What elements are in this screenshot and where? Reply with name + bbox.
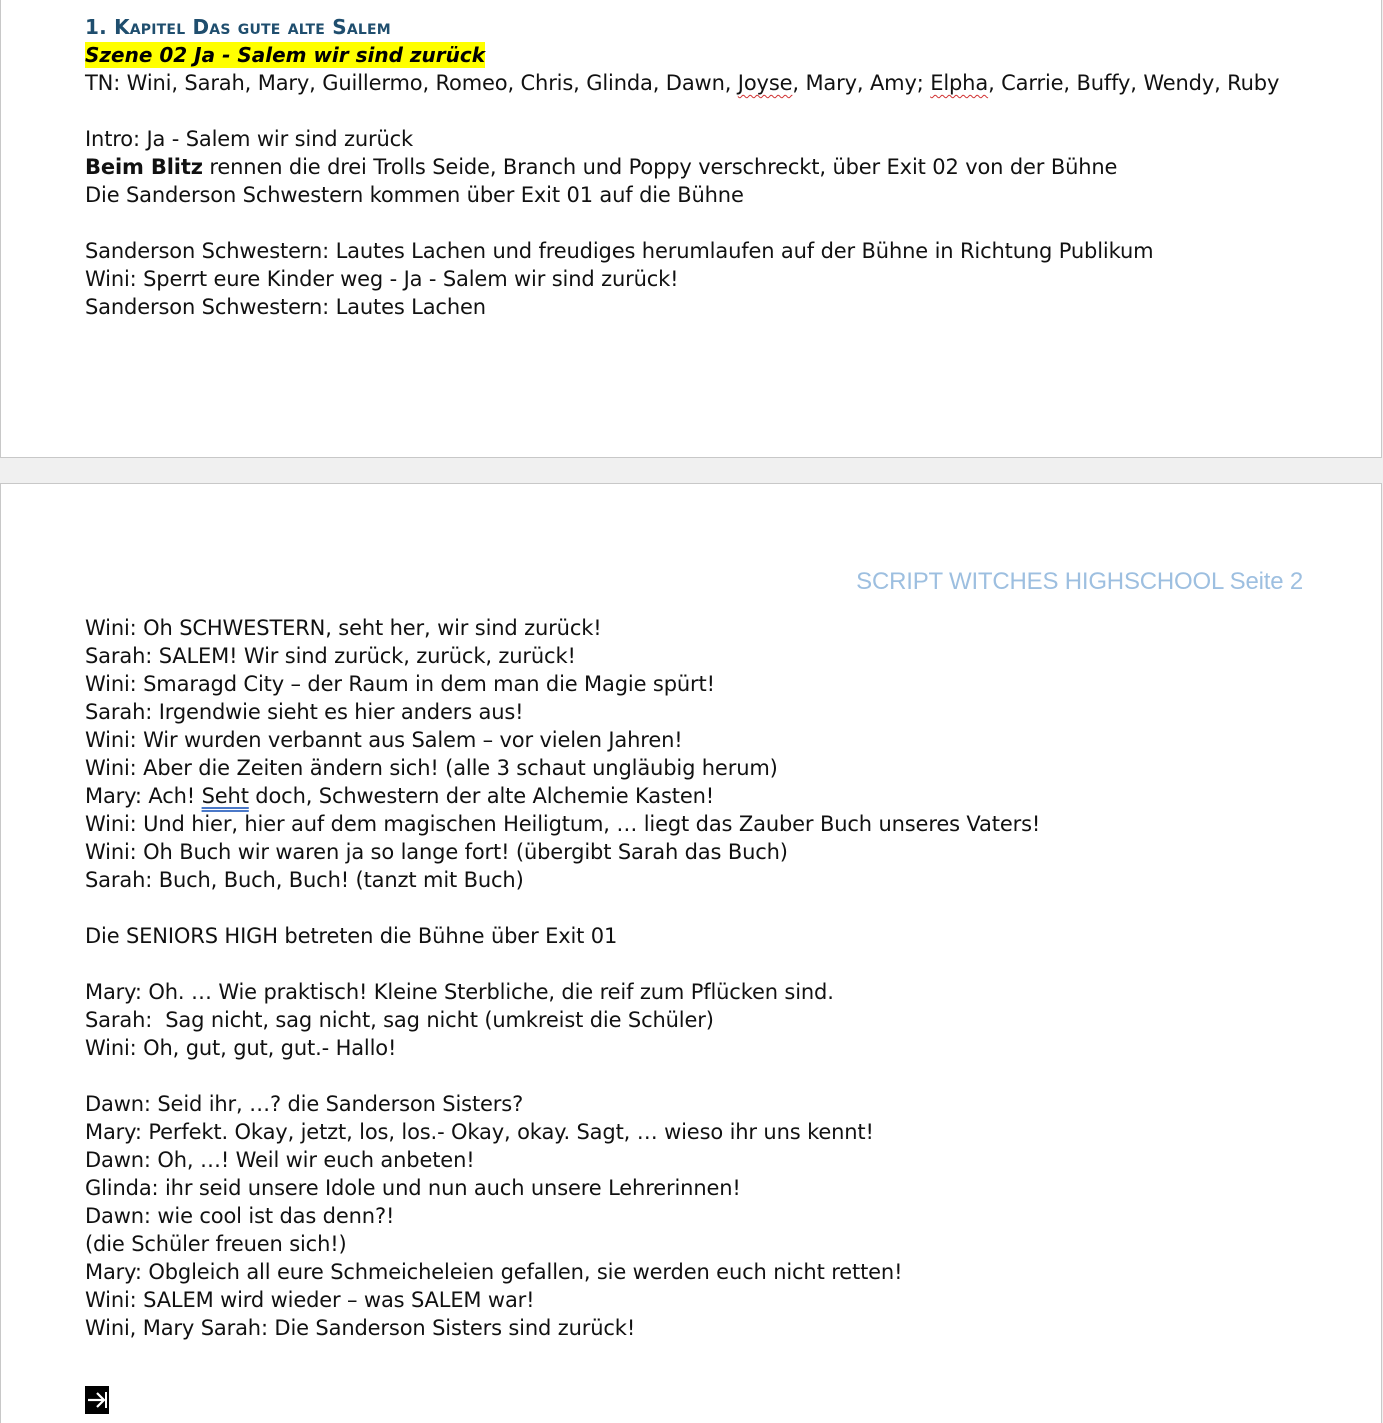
script-line[interactable]: Wini, Mary Sarah: Die Sanderson Sisters sind zurück! <box>85 1316 636 1340</box>
page-2-content <box>85 614 1341 1342</box>
script-line[interactable]: Wini: Oh, gut, gut, gut.- Hallo! <box>85 1036 397 1060</box>
page-separator <box>0 458 1383 483</box>
script-line[interactable]: Glinda: ihr seid unsere Idole und nun auch unsere Lehrerinnen! <box>85 1176 741 1200</box>
script-line[interactable]: Dawn: wie cool ist das denn?! <box>85 1204 395 1228</box>
chapter-heading[interactable]: 1. Kapitel Das gute alte Salem <box>85 15 391 39</box>
empty-paragraph <box>85 97 1341 125</box>
page-header[interactable]: SCRIPT WITCHES HIGHSCHOOL Seite 2 <box>856 568 1303 595</box>
script-line[interactable]: Wini: Oh SCHWESTERN, seht her, wir sind zurück! <box>85 616 602 640</box>
spelling-error-joyse[interactable]: Joyse <box>737 71 793 95</box>
script-line[interactable]: Wini: Smaragd City – der Raum in dem man die Magie spürt! <box>85 672 715 696</box>
script-line[interactable]: Dawn: Oh, …! Weil wir euch anbeten! <box>85 1148 475 1172</box>
participants-part-3: , Carrie, Buffy, Wendy, Ruby <box>988 71 1280 95</box>
blitz-bold-text: Beim Blitz <box>85 155 203 179</box>
sisters-enter-line[interactable]: Die Sanderson Schwestern kommen über Exit 01 auf die Bühne <box>85 183 744 207</box>
grammar-mark-seht[interactable]: Seht <box>201 784 249 808</box>
stage-direction-line[interactable]: Die SENIORS HIGH betreten die Bühne über Exit 01 <box>85 924 618 948</box>
script-line[interactable]: Wini: Aber die Zeiten ändern sich! (alle 3 schaut ungläubig herum) <box>85 756 778 780</box>
document-page-2 <box>0 483 1382 1423</box>
script-line[interactable]: Dawn: Seid ihr, …? die Sanderson Sisters? <box>85 1092 524 1116</box>
scene-heading[interactable] <box>85 41 1341 69</box>
script-line[interactable]: Wini: SALEM wird wieder – was SALEM war! <box>85 1288 535 1312</box>
script-line[interactable]: Wini: Wir wurden verbannt aus Salem – vor vielen Jahren! <box>85 728 683 752</box>
blitz-line[interactable] <box>85 153 1341 181</box>
intro-line[interactable]: Intro: Ja - Salem wir sind zurück <box>85 127 414 151</box>
page-1-content <box>85 13 1341 321</box>
empty-paragraph <box>85 209 1341 237</box>
script-line[interactable]: Sarah: Buch, Buch, Buch! (tanzt mit Buch) <box>85 868 524 892</box>
script-line[interactable]: Sanderson Schwestern: Lautes Lachen <box>85 295 486 319</box>
script-line[interactable]: Mary: Oh. … Wie praktisch! Kleine Sterbliche, die reif zum Pflücken sind. <box>85 980 834 1004</box>
script-line[interactable]: Mary: Perfekt. Okay, jetzt, los, los.- Okay, okay. Sagt, … wieso ihr uns kennt! <box>85 1120 874 1144</box>
arrow-right-icon[interactable] <box>85 1386 109 1414</box>
script-line[interactable]: Sarah: Sag nicht, sag nicht, sag nicht (umkreist die Schüler) <box>85 1008 714 1032</box>
scene-heading-text: Szene 02 Ja - Salem wir sind zurück <box>85 43 486 67</box>
script-line[interactable]: (die Schüler freuen sich!) <box>85 1232 347 1256</box>
spelling-error-elpha[interactable]: Elpha <box>930 71 989 95</box>
participants-part-2: , Mary, Amy; <box>792 71 931 95</box>
script-line[interactable]: Wini: Sperrt eure Kinder weg - Ja - Salem wir sind zurück! <box>85 267 679 291</box>
document-page-1 <box>0 0 1382 458</box>
script-line[interactable]: Sarah: SALEM! Wir sind zurück, zurück, zurück! <box>85 644 576 668</box>
participants-line[interactable] <box>85 69 1341 97</box>
empty-paragraph <box>85 894 1341 922</box>
empty-paragraph <box>85 950 1341 978</box>
participants-part-1: TN: Wini, Sarah, Mary, Guillermo, Romeo, Chris, Glinda, Dawn, <box>85 71 738 95</box>
script-line[interactable]: Sanderson Schwestern: Lautes Lachen und freudiges herumlaufen auf der Bühne in Richtung Publikum <box>85 239 1154 263</box>
empty-paragraph <box>85 1062 1341 1090</box>
script-line[interactable]: Sarah: Irgendwie sieht es hier anders aus! <box>85 700 524 724</box>
script-line-mary[interactable] <box>85 782 1341 810</box>
script-line[interactable]: Wini: Oh Buch wir waren ja so lange fort! (übergibt Sarah das Buch) <box>85 840 788 864</box>
script-line[interactable]: Wini: Und hier, hier auf dem magischen Heiligtum, … liegt das Zauber Buch unseres Vaters! <box>85 812 1041 836</box>
mary-line-after: doch, Schwestern der alte Alchemie Kasten! <box>248 784 715 808</box>
script-line[interactable]: Mary: Obgleich all eure Schmeicheleien gefallen, sie werden euch nicht retten! <box>85 1260 903 1284</box>
blitz-rest-text: rennen die drei Trolls Seide, Branch und Poppy verschreckt, über Exit 02 von der Bühne <box>202 155 1118 179</box>
mary-line-before: Mary: Ach! <box>85 784 202 808</box>
